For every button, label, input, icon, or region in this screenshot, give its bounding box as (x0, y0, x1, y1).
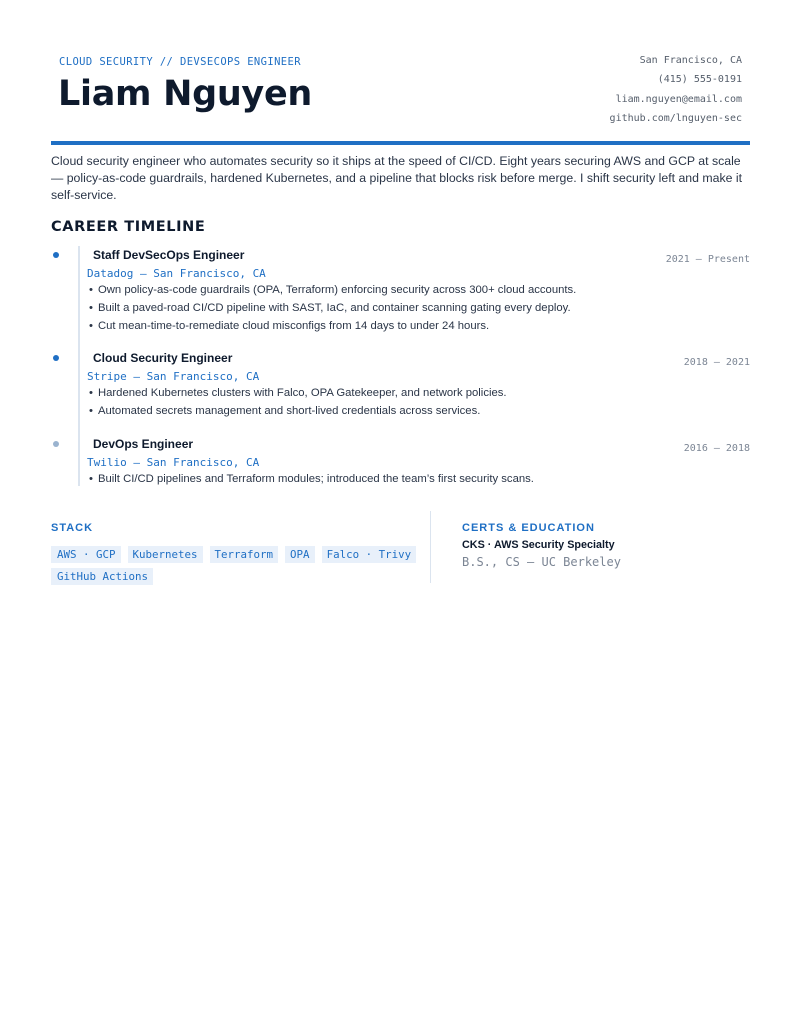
timeline-dot-icon (53, 252, 59, 258)
stack-tag: GitHub Actions (51, 568, 153, 585)
contact-github[interactable]: github.com/lnguyen-sec (609, 112, 742, 124)
timeline-dot-icon (53, 441, 59, 447)
job-bullet: • Own policy-as-code guardrails (OPA, Terraform) enforcing security across 300+ cloud accounts. (89, 281, 576, 299)
job-company: Twilio — San Francisco, CA (87, 456, 260, 469)
job-bullet: • Hardened Kubernetes clusters with Falco, OPA Gatekeeper, and network policies. (89, 384, 507, 402)
job-role: Cloud Security Engineer (93, 351, 233, 365)
headline-eyebrow: CLOUD SECURITY // DEVSECOPS ENGINEER (59, 56, 301, 68)
contact-location: San Francisco, CA (639, 55, 742, 66)
stack-tag: Kubernetes (128, 546, 203, 563)
contact-phone[interactable]: (415) 555-0191 (657, 74, 742, 86)
certifications: CKS · AWS Security Specialty (462, 539, 615, 551)
timeline-line (78, 246, 80, 486)
education: B.S., CS — UC Berkeley (462, 555, 621, 569)
contact-block (610, 51, 742, 128)
job-role: Staff DevSecOps Engineer (93, 248, 245, 262)
job-bullet: • Built a paved-road CI/CD pipeline with SAST, IaC, and container scanning gating every deploy. (89, 299, 576, 317)
job-company: Datadog — San Francisco, CA (87, 267, 266, 280)
job-bullet: • Automated secrets management and short-lived credentials across services. (89, 402, 507, 420)
resume-header (51, 0, 750, 146)
section-title-certs-education: CERTS & EDUCATION (462, 522, 595, 534)
stack-tag: OPA (285, 546, 315, 563)
job-dates: 2021 – Present (665, 254, 750, 265)
timeline-dot-icon (53, 355, 59, 361)
job-bullets (89, 384, 507, 420)
column-divider (430, 511, 431, 583)
job-bullet: • Built CI/CD pipelines and Terraform modules; introduced the team’s first security scans. (89, 470, 534, 488)
job-company: Stripe — San Francisco, CA (87, 370, 260, 383)
job-bullets (89, 470, 534, 488)
contact-email[interactable]: liam.nguyen@email.com (615, 93, 742, 105)
stack-tag: AWS · GCP (51, 546, 121, 563)
stack-tag: Falco · Trivy (322, 546, 417, 563)
candidate-name: Liam Nguyen (58, 74, 313, 114)
job-bullets (89, 281, 576, 335)
section-title-career-timeline: CAREER TIMELINE (51, 219, 206, 235)
stack-tags (51, 546, 421, 585)
stack-tag: Terraform (210, 546, 279, 563)
job-bullet: • Cut mean-time-to-remediate cloud misconfigs from 14 days to under 24 hours. (89, 317, 576, 335)
job-dates: 2016 – 2018 (683, 443, 750, 454)
summary-paragraph: Cloud security engineer who automates security so it ships at the speed of CI/CD. Eight years securing AWS and GCP at scale — policy-as-code guardrails, hardened Kubernetes, and a pipeline that blocks risk before merge. I shift security left and make it self-service. (51, 154, 743, 203)
job-dates: 2018 – 2021 (683, 357, 750, 368)
job-role: DevOps Engineer (93, 437, 194, 451)
header-divider (51, 141, 750, 145)
section-title-stack: STACK (51, 522, 94, 534)
